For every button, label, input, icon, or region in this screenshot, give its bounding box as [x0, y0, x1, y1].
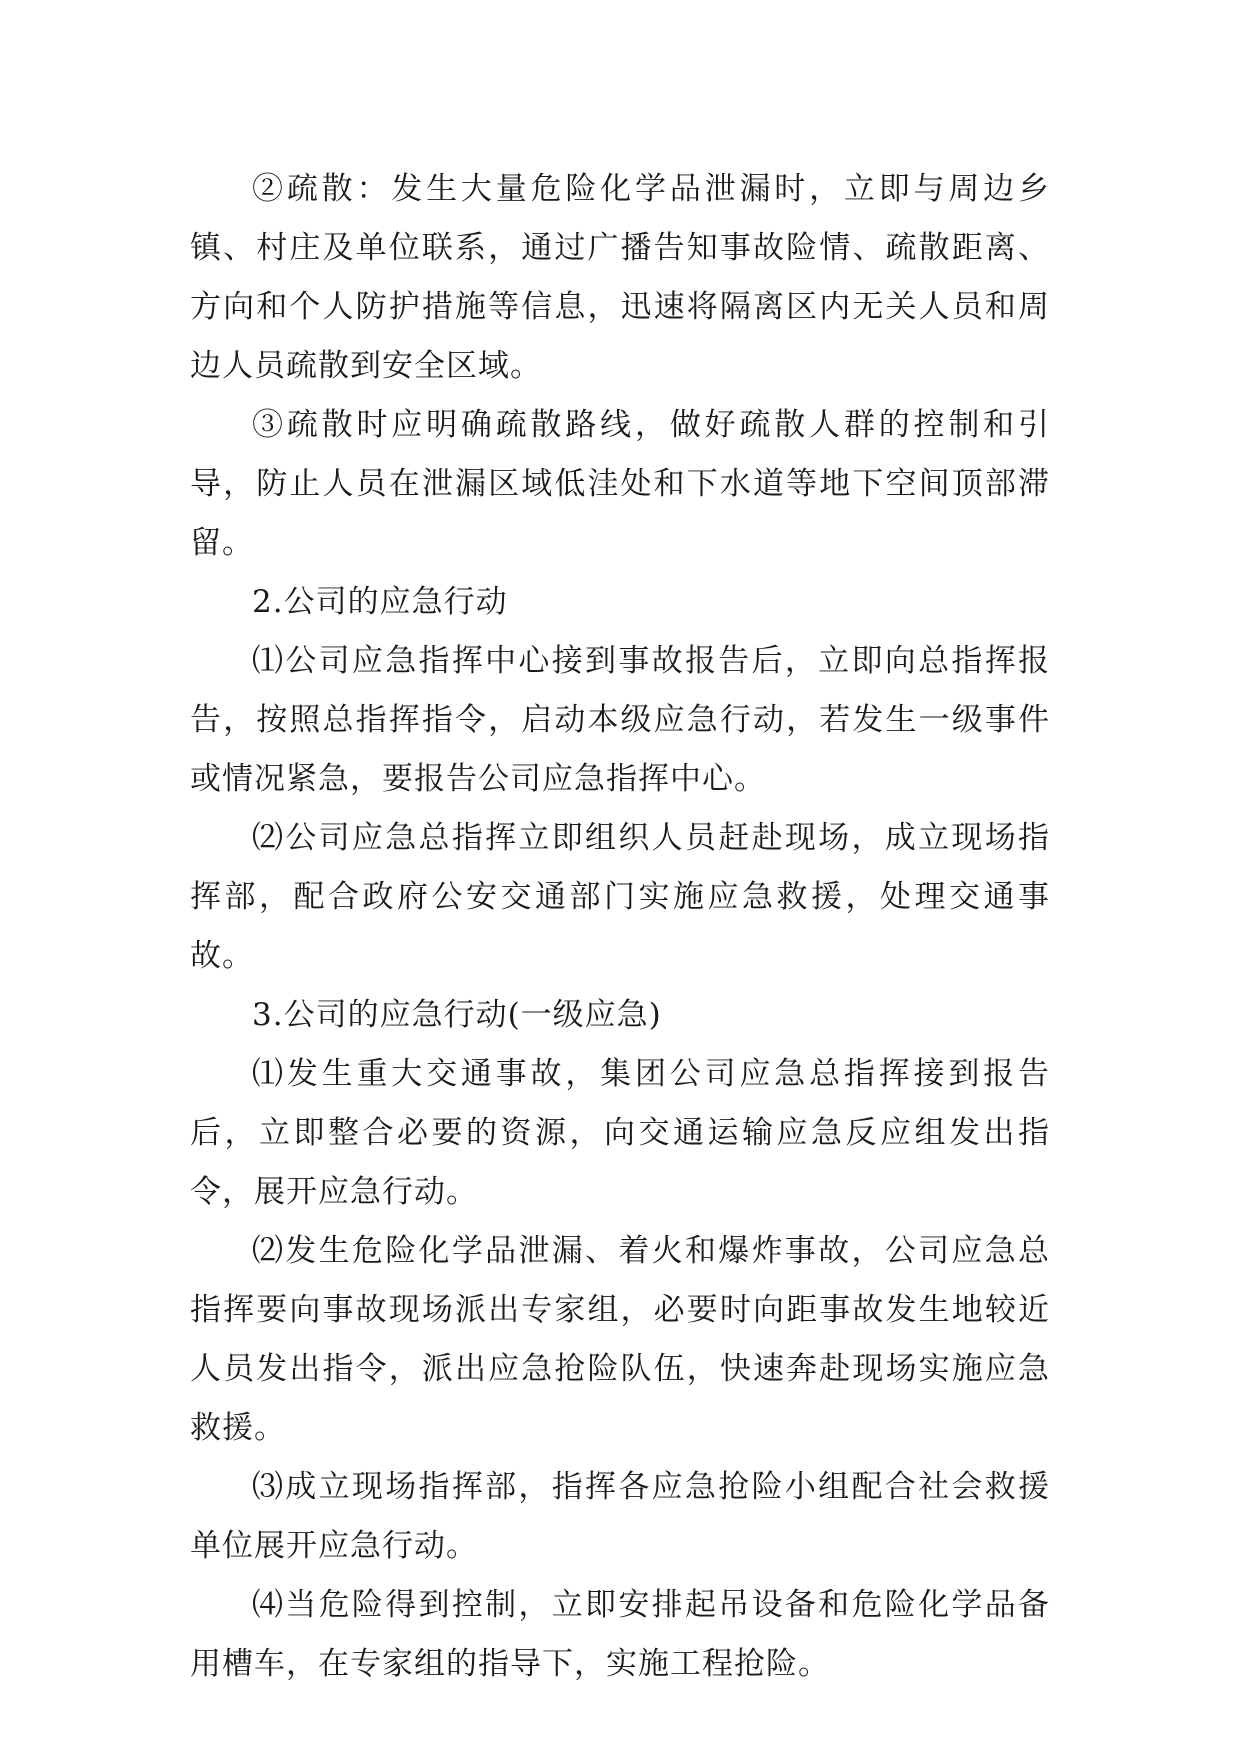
paragraph-chemical-leak-fire: ⑵发生危险化学品泄漏、着火和爆炸事故，公司应急总指挥要向事故现场派出专家组，必要时向距事故发生地较近人员发出指令，派出应急抢险队伍，快速奔赴现场实施应急救援。 — [190, 1233, 1050, 1446]
paragraph-on-site-command: ⑵公司应急总指挥立即组织人员赶赴现场，成立现场指挥部，配合政府公安交通部门实施应急救援，处理交通事故。 — [190, 820, 1050, 974]
paragraph-command-center-report: ⑴公司应急指挥中心接到事故报告后，立即向总指挥报告，按照总指挥指令，启动本级应急行动，若发生一级事件或情况紧急，要报告公司应急指挥中心。 — [190, 643, 1050, 797]
section-heading-level-one-response: 3.公司的应急行动(一级应急) — [252, 997, 662, 1033]
document-body — [190, 160, 1050, 1694]
paragraph-evacuation-route: ③疏散时应明确疏散路线，做好疏散人群的控制和引导，防止人员在泄漏区域低洼处和下水道等地下空间顶部滞留。 — [190, 407, 1050, 561]
paragraph-field-headquarters: ⑶成立现场指挥部，指挥各应急抢险小组配合社会救援单位展开应急行动。 — [190, 1469, 1050, 1564]
section-heading-company-action: 2.公司的应急行动 — [252, 584, 508, 620]
paragraph-major-traffic-accident: ⑴发生重大交通事故，集团公司应急总指挥接到报告后，立即整合必要的资源，向交通运输应急反应组发出指令，展开应急行动。 — [190, 1056, 1050, 1210]
paragraph-engineering-rescue: ⑷当危险得到控制，立即安排起吊设备和危险化学品备用槽车，在专家组的指导下，实施工程抢险。 — [190, 1587, 1050, 1682]
paragraph-evacuation: ②疏散：发生大量危险化学品泄漏时，立即与周边乡镇、村庄及单位联系，通过广播告知事故险情、疏散距离、方向和个人防护措施等信息，迅速将隔离区内无关人员和周边人员疏散到安全区域。 — [190, 171, 1050, 384]
